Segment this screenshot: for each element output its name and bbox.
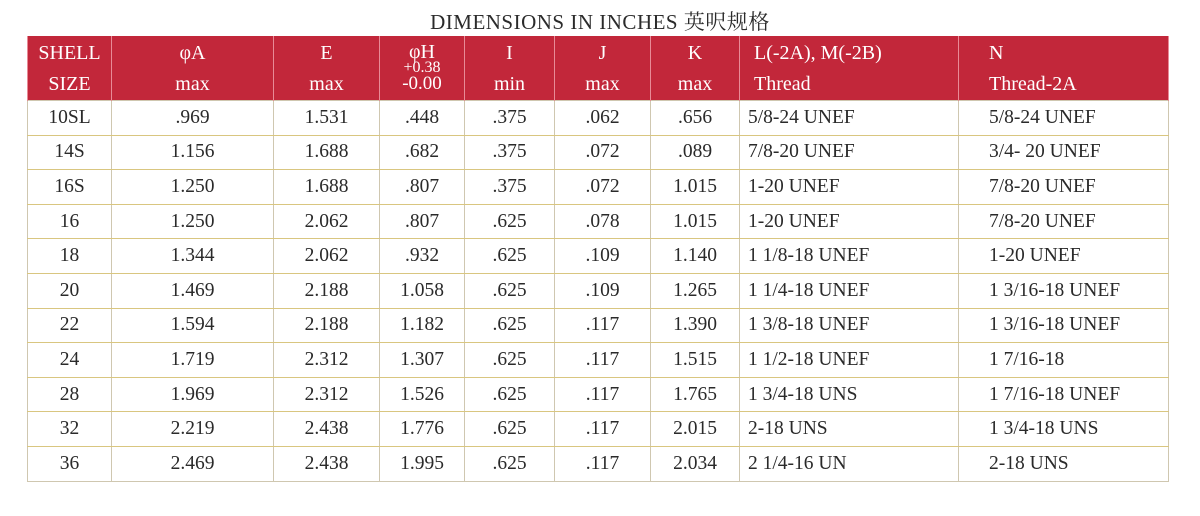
cell-a-max: 1.469 bbox=[112, 273, 274, 308]
cell-k-max: 1.390 bbox=[651, 308, 740, 343]
table-row bbox=[28, 412, 1169, 447]
cell-i-min: .625 bbox=[465, 412, 555, 447]
cell-i-min: .375 bbox=[465, 101, 555, 136]
cell-a-max: 2.469 bbox=[112, 446, 274, 481]
cell-l-m-thread: 1 1/8-18 UNEF bbox=[740, 239, 959, 274]
cell-j-max: .117 bbox=[555, 377, 651, 412]
cell-a-max: 1.969 bbox=[112, 377, 274, 412]
cell-a-max: .969 bbox=[112, 101, 274, 136]
cell-j-max: .109 bbox=[555, 273, 651, 308]
cell-h: .448 bbox=[380, 101, 465, 136]
cell-j-max: .062 bbox=[555, 101, 651, 136]
cell-e-max: 2.438 bbox=[274, 412, 380, 447]
cell-l-m-thread: 1 3/8-18 UNEF bbox=[740, 308, 959, 343]
cell-i-min: .625 bbox=[465, 308, 555, 343]
cell-k-max: 2.034 bbox=[651, 446, 740, 481]
cell-h: .807 bbox=[380, 170, 465, 205]
cell-e-max: 2.188 bbox=[274, 308, 380, 343]
cell-h: 1.526 bbox=[380, 377, 465, 412]
cell-n-thread: 3/4- 20 UNEF bbox=[959, 135, 1169, 170]
cell-n-thread: 1 3/4-18 UNS bbox=[959, 412, 1169, 447]
table-row bbox=[28, 204, 1169, 239]
cell-e-max: 1.688 bbox=[274, 170, 380, 205]
cell-k-max: 2.015 bbox=[651, 412, 740, 447]
header-e: E max bbox=[274, 36, 380, 101]
cell-n-thread: 1 7/16-18 UNEF bbox=[959, 377, 1169, 412]
cell-k-max: 1.265 bbox=[651, 273, 740, 308]
cell-a-max: 1.719 bbox=[112, 343, 274, 378]
cell-j-max: .117 bbox=[555, 446, 651, 481]
cell-h: .807 bbox=[380, 204, 465, 239]
cell-i-min: .375 bbox=[465, 135, 555, 170]
cell-l-m-thread: 1 3/4-18 UNS bbox=[740, 377, 959, 412]
table-row bbox=[28, 343, 1169, 378]
header-j: J max bbox=[555, 36, 651, 101]
header-n-thread: N Thread-2A bbox=[959, 36, 1169, 101]
header-l-m-thread: L(-2A), M(-2B) Thread bbox=[740, 36, 959, 101]
cell-h: 1.307 bbox=[380, 343, 465, 378]
cell-i-min: .625 bbox=[465, 446, 555, 481]
table-row bbox=[28, 135, 1169, 170]
cell-k-max: 1.140 bbox=[651, 239, 740, 274]
cell-i-min: .625 bbox=[465, 377, 555, 412]
cell-i-min: .375 bbox=[465, 170, 555, 205]
cell-l-m-thread: 5/8-24 UNEF bbox=[740, 101, 959, 136]
table-body bbox=[28, 101, 1169, 482]
table-row bbox=[28, 239, 1169, 274]
cell-l-m-thread: 2 1/4-16 UN bbox=[740, 446, 959, 481]
cell-n-thread: 5/8-24 UNEF bbox=[959, 101, 1169, 136]
cell-j-max: .117 bbox=[555, 308, 651, 343]
cell-l-m-thread: 1-20 UNEF bbox=[740, 204, 959, 239]
cell-k-max: .089 bbox=[651, 135, 740, 170]
cell-h: .682 bbox=[380, 135, 465, 170]
table-row bbox=[28, 170, 1169, 205]
header-shell-size: SHELL SIZE bbox=[28, 36, 112, 101]
cell-l-m-thread: 1 1/4-18 UNEF bbox=[740, 273, 959, 308]
cell-a-max: 1.594 bbox=[112, 308, 274, 343]
cell-n-thread: 2-18 UNS bbox=[959, 446, 1169, 481]
cell-a-max: 1.344 bbox=[112, 239, 274, 274]
header-i: I min bbox=[465, 36, 555, 101]
cell-n-thread: 1-20 UNEF bbox=[959, 239, 1169, 274]
cell-n-thread: 1 3/16-18 UNEF bbox=[959, 308, 1169, 343]
cell-j-max: .072 bbox=[555, 135, 651, 170]
cell-n-thread: 7/8-20 UNEF bbox=[959, 170, 1169, 205]
header-k: K max bbox=[651, 36, 740, 101]
cell-shell-size: 18 bbox=[28, 239, 112, 274]
table-row bbox=[28, 101, 1169, 136]
cell-j-max: .078 bbox=[555, 204, 651, 239]
cell-l-m-thread: 1-20 UNEF bbox=[740, 170, 959, 205]
cell-i-min: .625 bbox=[465, 273, 555, 308]
cell-j-max: .072 bbox=[555, 170, 651, 205]
cell-shell-size: 24 bbox=[28, 343, 112, 378]
dimensions-table bbox=[27, 36, 1169, 482]
cell-shell-size: 36 bbox=[28, 446, 112, 481]
cell-k-max: 1.015 bbox=[651, 204, 740, 239]
cell-e-max: 2.312 bbox=[274, 377, 380, 412]
cell-i-min: .625 bbox=[465, 204, 555, 239]
dimensions-table-container bbox=[27, 36, 1168, 482]
cell-k-max: 1.515 bbox=[651, 343, 740, 378]
cell-j-max: .117 bbox=[555, 412, 651, 447]
header-h: φH +0.38 -0.00 bbox=[380, 36, 465, 101]
cell-k-max: .656 bbox=[651, 101, 740, 136]
cell-l-m-thread: 2-18 UNS bbox=[740, 412, 959, 447]
cell-shell-size: 28 bbox=[28, 377, 112, 412]
cell-e-max: 2.438 bbox=[274, 446, 380, 481]
table-row bbox=[28, 446, 1169, 481]
cell-l-m-thread: 1 1/2-18 UNEF bbox=[740, 343, 959, 378]
cell-n-thread: 1 3/16-18 UNEF bbox=[959, 273, 1169, 308]
cell-e-max: 1.531 bbox=[274, 101, 380, 136]
cell-h: 1.995 bbox=[380, 446, 465, 481]
cell-h: .932 bbox=[380, 239, 465, 274]
cell-h: 1.058 bbox=[380, 273, 465, 308]
cell-shell-size: 16S bbox=[28, 170, 112, 205]
cell-a-max: 1.250 bbox=[112, 170, 274, 205]
header-row bbox=[28, 36, 1169, 101]
cell-j-max: .109 bbox=[555, 239, 651, 274]
cell-n-thread: 7/8-20 UNEF bbox=[959, 204, 1169, 239]
cell-e-max: 2.188 bbox=[274, 273, 380, 308]
cell-shell-size: 14S bbox=[28, 135, 112, 170]
cell-shell-size: 16 bbox=[28, 204, 112, 239]
cell-shell-size: 20 bbox=[28, 273, 112, 308]
cell-j-max: .117 bbox=[555, 343, 651, 378]
cell-k-max: 1.765 bbox=[651, 377, 740, 412]
cell-h: 1.776 bbox=[380, 412, 465, 447]
table-row bbox=[28, 377, 1169, 412]
header-a: φA max bbox=[112, 36, 274, 101]
cell-n-thread: 1 7/16-18 bbox=[959, 343, 1169, 378]
cell-h: 1.182 bbox=[380, 308, 465, 343]
table-row bbox=[28, 308, 1169, 343]
table-row bbox=[28, 273, 1169, 308]
cell-a-max: 2.219 bbox=[112, 412, 274, 447]
cell-shell-size: 32 bbox=[28, 412, 112, 447]
cell-a-max: 1.156 bbox=[112, 135, 274, 170]
cell-e-max: 2.312 bbox=[274, 343, 380, 378]
cell-shell-size: 22 bbox=[28, 308, 112, 343]
cell-e-max: 1.688 bbox=[274, 135, 380, 170]
page-title: DIMENSIONS IN INCHES 英呎规格 bbox=[430, 10, 770, 34]
cell-e-max: 2.062 bbox=[274, 204, 380, 239]
cell-l-m-thread: 7/8-20 UNEF bbox=[740, 135, 959, 170]
cell-a-max: 1.250 bbox=[112, 204, 274, 239]
cell-shell-size: 10SL bbox=[28, 101, 112, 136]
cell-k-max: 1.015 bbox=[651, 170, 740, 205]
cell-e-max: 2.062 bbox=[274, 239, 380, 274]
cell-i-min: .625 bbox=[465, 343, 555, 378]
cell-i-min: .625 bbox=[465, 239, 555, 274]
